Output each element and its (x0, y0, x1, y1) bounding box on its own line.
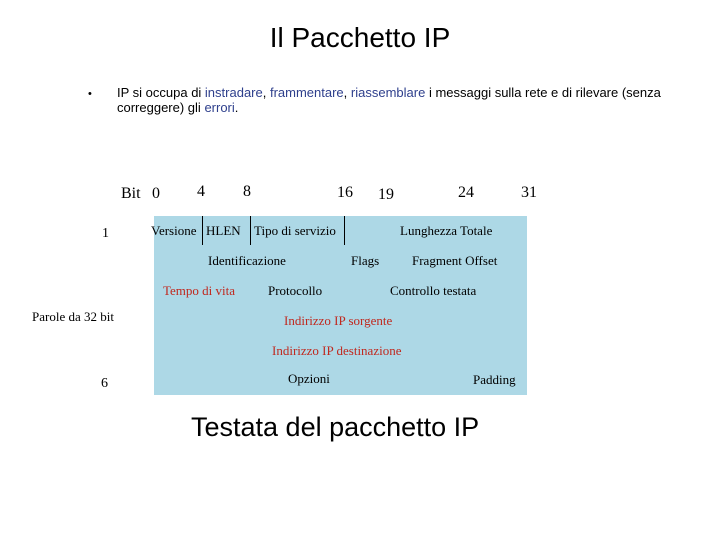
row-label-last: 6 (101, 376, 108, 391)
bullet-text-middle: i messaggi sulla rete e di rilevare (senza correggere) gli (117, 85, 661, 115)
field-lunghezza-totale: Lunghezza Totale (400, 223, 493, 238)
term-instradare: instradare (204, 85, 263, 100)
field-opzioni: Opzioni (288, 371, 330, 386)
header-row-6 (154, 365, 527, 395)
divider-hlen-tipo (250, 216, 251, 245)
divider-versione-hlen (202, 216, 203, 245)
row-label-words: Parole da 32 bit (32, 309, 114, 324)
bit-label: Bit (121, 185, 141, 202)
bit-tick-8: 8 (243, 183, 251, 200)
field-padding: Padding (473, 372, 516, 387)
bullet-text (117, 85, 677, 115)
term-errori: errori (204, 100, 235, 115)
slide-title: Il Pacchetto IP (269, 22, 451, 53)
bit-tick-16: 16 (337, 184, 353, 201)
field-controllo-testata: Controllo testata (390, 283, 477, 298)
field-protocollo: Protocollo (268, 283, 323, 298)
term-riassemblare: riassemblare (350, 85, 426, 100)
row-label-first: 1 (102, 226, 109, 241)
divider-tipo-lunghezza (344, 216, 345, 245)
bit-tick-24: 24 (458, 184, 474, 201)
bullet-text-before: IP si occupa di (117, 85, 205, 100)
field-fragment-offset: Fragment Offset (412, 253, 498, 268)
field-hlen: HLEN (206, 223, 241, 238)
bit-tick-31: 31 (521, 184, 537, 201)
field-tempo-di-vita: Tempo di vita (163, 283, 236, 298)
bit-tick-4: 4 (197, 183, 205, 200)
bullet-sep-2: , (343, 85, 351, 100)
field-identificazione: Identificazione (208, 253, 286, 268)
field-indirizzo-destinazione: Indirizzo IP destinazione (272, 343, 402, 358)
field-tipo-servizio: Tipo di servizio (254, 223, 336, 238)
bit-tick-19: 19 (378, 186, 394, 203)
field-flags: Flags (351, 253, 380, 268)
diagram-caption: Testata del pacchetto IP (191, 412, 480, 442)
term-frammentare: frammentare (269, 85, 344, 100)
bullet-text-end: . (234, 100, 239, 115)
bullet-sep-1: , (262, 85, 270, 100)
bit-tick-0: 0 (152, 185, 160, 202)
field-versione: Versione (151, 223, 197, 238)
field-indirizzo-sorgente: Indirizzo IP sorgente (284, 313, 393, 328)
bullet-marker: • (88, 88, 92, 100)
